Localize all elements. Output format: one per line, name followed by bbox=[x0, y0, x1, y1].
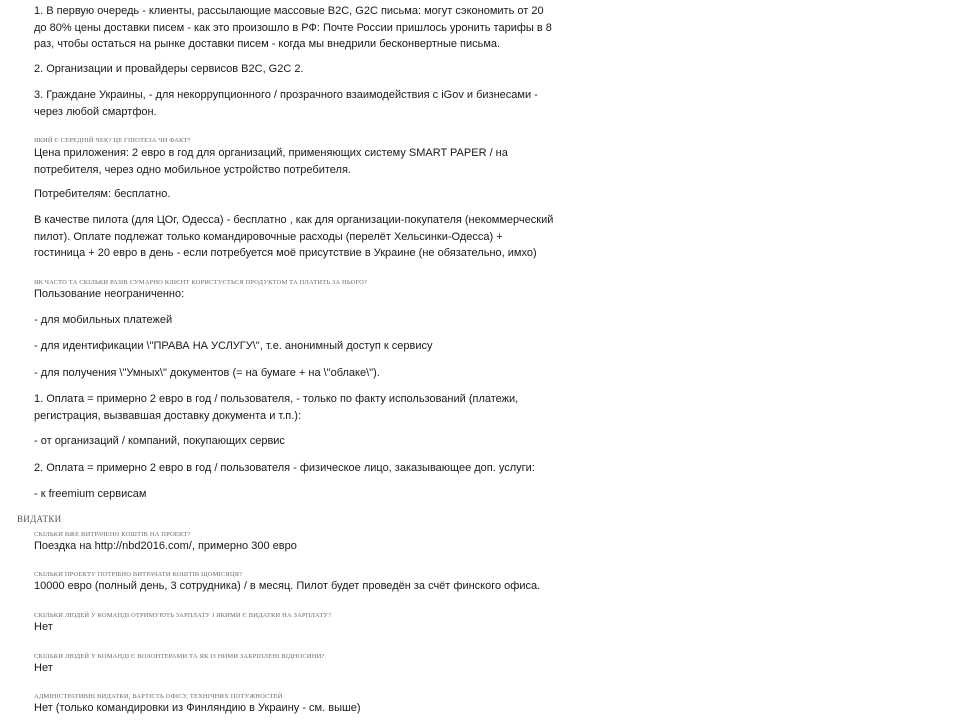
paragraph-from-organizations: - от организаций / компаний, покупающих сервис bbox=[34, 435, 285, 447]
question-volunteers: СКІЛЬКИ ЛЮДЕЙ У КОМАНДІ Є ВОЛОНТЕРАМИ ТА ЯК ІЗ НИМИ ЗАКРІПЛЕНІ ВІДНОСИНИ? bbox=[34, 653, 325, 660]
paragraph-smart-documents: - для получения \"Умных\" документов (= на бумаге + на \"облаке\"). bbox=[34, 367, 380, 379]
answer-admin-expenses: Нет (только командировки из Финляндию в Украину - см. выше) bbox=[34, 702, 361, 714]
answer-salaried-team: Нет bbox=[34, 621, 53, 633]
paragraph-payment-individuals: 2. Оплата = примерно 2 евро в год / пользователя - физическое лицо, заказывающее доп. услуги: bbox=[34, 462, 535, 474]
paragraph-consumers-free: Потребителям: бесплатно. bbox=[34, 188, 171, 200]
paragraph-freemium: - к freemium сервисам bbox=[34, 488, 147, 500]
paragraph-identification: - для идентификации \"ПРАВА НА УСЛУГУ\", т.е. анонимный доступ к сервису bbox=[34, 340, 433, 352]
answer-monthly-costs: 10000 евро (полный день, 3 сотрудника) / в месяц. Пилот будет проведён за счёт финского офиса. bbox=[34, 580, 541, 592]
answer-spent-so-far: Поездка на http://nbd2016.com/, примерно 300 евро bbox=[34, 540, 297, 552]
question-usage-frequency: ЯК ЧАСТО ТА СКІЛЬКИ РАЗІВ СУМАРНО КЛІЄНТ КОРИСТУЄТЬСЯ ПРОДУКТОМ ТА ПЛАТИТЬ ЗА НЬОГО? bbox=[34, 279, 368, 286]
paragraph-pilot: В качестве пилота (для ЦОг, Одесса) - бесплатно , как для организации-покупателя (некоммерческий пилот). Оплате подлежат только командировочные расходы (перелёт Хельсинки-Одесса) + гостиница + 20 евро в день - если потребуется моё присутствие в Украине (не обязательно, имхо) bbox=[34, 214, 554, 259]
paragraph-citizens: 3. Граждане Украины, - для некоррупционного / прозрачного взаимодействия с iGov и бизнесами - через любой смартфон. bbox=[34, 89, 538, 118]
question-salaried-team: СКІЛЬКИ ЛЮДЕЙ У КОМАНДІ ОТРИМУЮТЬ ЗАРПЛАТУ І ЯКИМИ Є ВИДАТКИ НА ЗАРПЛАТУ? bbox=[34, 612, 332, 619]
paragraph-unlimited-usage: Пользование неограниченно: bbox=[34, 288, 185, 300]
section-heading-expenses: ВИДАТКИ bbox=[17, 514, 62, 524]
paragraph-payment-organizations: 1. Оплата = примерно 2 евро в год / пользователя, - только по факту использований (платежи, регистрация, вызвавшая доставку документа и т.п.): bbox=[34, 393, 519, 422]
answer-volunteers: Нет bbox=[34, 662, 53, 674]
question-monthly-costs: СКІЛЬКИ ПРОЕКТУ ПОТРІБНО ВИТРАЧАТИ КОШТІВ ЩОМІСЯЦЯ? bbox=[34, 571, 243, 578]
paragraph-clients: 1. В первую очередь - клиенты, рассылающие массовые B2C, G2C письма: могут сэкономить от 20 до 80% цены доставки писем - как это произошло в РФ: Почте России пришлось уронить тарифы в 8 раз, чтобы остаться на рынке доставки писем - когда мы внедрили бесконвертные письма. bbox=[34, 5, 552, 50]
question-spent-so-far: СКІЛЬКИ ВЖЕ ВИТРАЧЕНО КОШТІВ НА ПРОЕКТ? bbox=[34, 531, 191, 538]
paragraph-mobile-payments: - для мобильных платежей bbox=[34, 314, 173, 326]
paragraph-organizations: 2. Организации и провайдеры сервисов B2C, G2C 2. bbox=[34, 63, 304, 75]
question-admin-expenses: АДМІНІСТРАТИВНІ ВИДАТКИ, ВАРТІСТЬ ОФІСУ, ТЕХНІЧНИХ ПОТУЖНОСТЕЙ bbox=[34, 693, 283, 700]
paragraph-app-price: Цена приложения: 2 евро в год для организаций, применяющих систему SMART PAPER / на потребителя, через одно мобильное устройство потребителя. bbox=[34, 147, 508, 176]
question-average-check: ЯКИЙ Є СЕРЕДНІЙ ЧЕК? ЦЕ ГІПОТЕЗА ЧИ ФАКТ? bbox=[34, 137, 191, 144]
